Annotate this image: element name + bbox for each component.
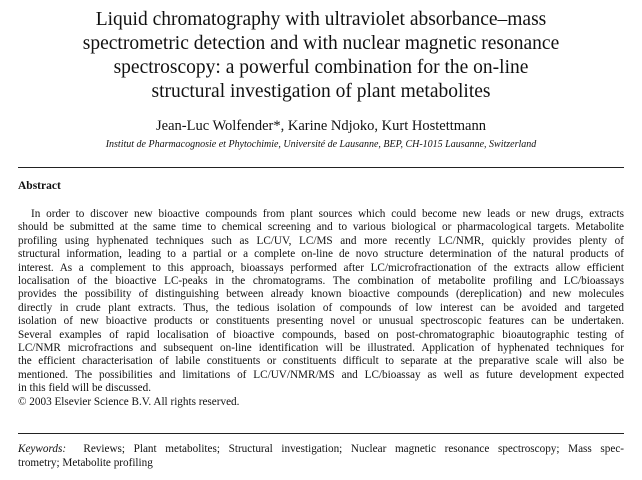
abstract-line: Several examples of rapid localisation of bioactive compounds, based on post-chromatographic bioautographic testing of [18, 328, 624, 341]
title-line: structural investigation of plant metabolites [151, 81, 491, 102]
title-line: spectrometric detection and with nuclear magnetic resonance [82, 33, 560, 54]
title-line: spectroscopy: a powerful combination for the on-line [113, 57, 529, 78]
affiliation: Institut de Pharmacognosie et Phytochimie, Université de Lausanne, BEP, CH-1015 Lausanne, Switzerland [105, 139, 537, 150]
keywords-text: Reviews; Plant metabolites; Structural investigation; Nuclear magnetic resonance spectroscopy; Mass spec- [83, 443, 625, 455]
keywords-line [18, 442, 624, 456]
abstract-line: should be submitted at the same time to chemical screening and to various biological or pharmacological targets. Metabolite [18, 221, 624, 234]
abstract-line: localisation of the bioactive LC-peaks in the chromatograms. The combination of metabolite profiling and LC/bioassays [18, 275, 624, 288]
abstract-line: in this field will be discussed. [18, 382, 151, 395]
abstract-line: isolation of new bioactive products or constituents presenting novel or unusual spectroscopic features can be undertaken. [18, 315, 624, 328]
abstract-body [18, 208, 624, 409]
abstract-line: the efficient characterisation of labile constituents or constituents difficult to separate at the preparative scale will also be [18, 355, 624, 368]
abstract-line: LC/NMR microfractions and subsequent on-line identification will be illustrated. Application of hyphenated techniques for [18, 342, 624, 355]
keywords-block [18, 442, 624, 470]
abstract-line: structural information, leading to a partial or a complete on-line de novo structure determination of the natural products of [18, 248, 624, 261]
keywords-line: trometry; Metabolite profiling [18, 457, 153, 469]
title-line: Liquid chromatography with ultraviolet absorbance–mass [95, 9, 547, 30]
abstract-line: In order to discover new bioactive compounds from plant sources which could become new leads or new drugs, extracts [31, 208, 624, 220]
abstract-line: mentioned. The possibilities and limitations of LC/UV/NMR/MS and LC/bioassay as well as future development expected [18, 368, 624, 381]
divider-top [18, 167, 624, 168]
author-list: Jean-Luc Wolfender*, Karine Ndjoko, Kurt Hostettmann [156, 118, 486, 134]
abstract-line: provides the possibility of distinguishing between already known bioactive compounds (dereplication) and new molecules [18, 288, 624, 301]
paper-title [40, 8, 602, 104]
abstract-line: profiling using hyphenated techniques such as LC/UV, LC/MS and more recently LC/NMR, quickly provides plenty of [18, 234, 624, 247]
abstract-line: interest. As a complement to this approach, bioassays performed after LC/microfractionation of the extracts allow efficient [18, 261, 624, 274]
abstract-heading: Abstract [18, 180, 61, 192]
divider-bottom [18, 433, 624, 434]
abstract-line: directly in crude plant extracts. Thus, the tedious isolation of compounds of low interest can be avoided and targeted [18, 301, 624, 314]
keywords-label: Keywords: [18, 443, 67, 455]
copyright-line: © 2003 Elsevier Science B.V. All rights reserved. [18, 395, 240, 408]
